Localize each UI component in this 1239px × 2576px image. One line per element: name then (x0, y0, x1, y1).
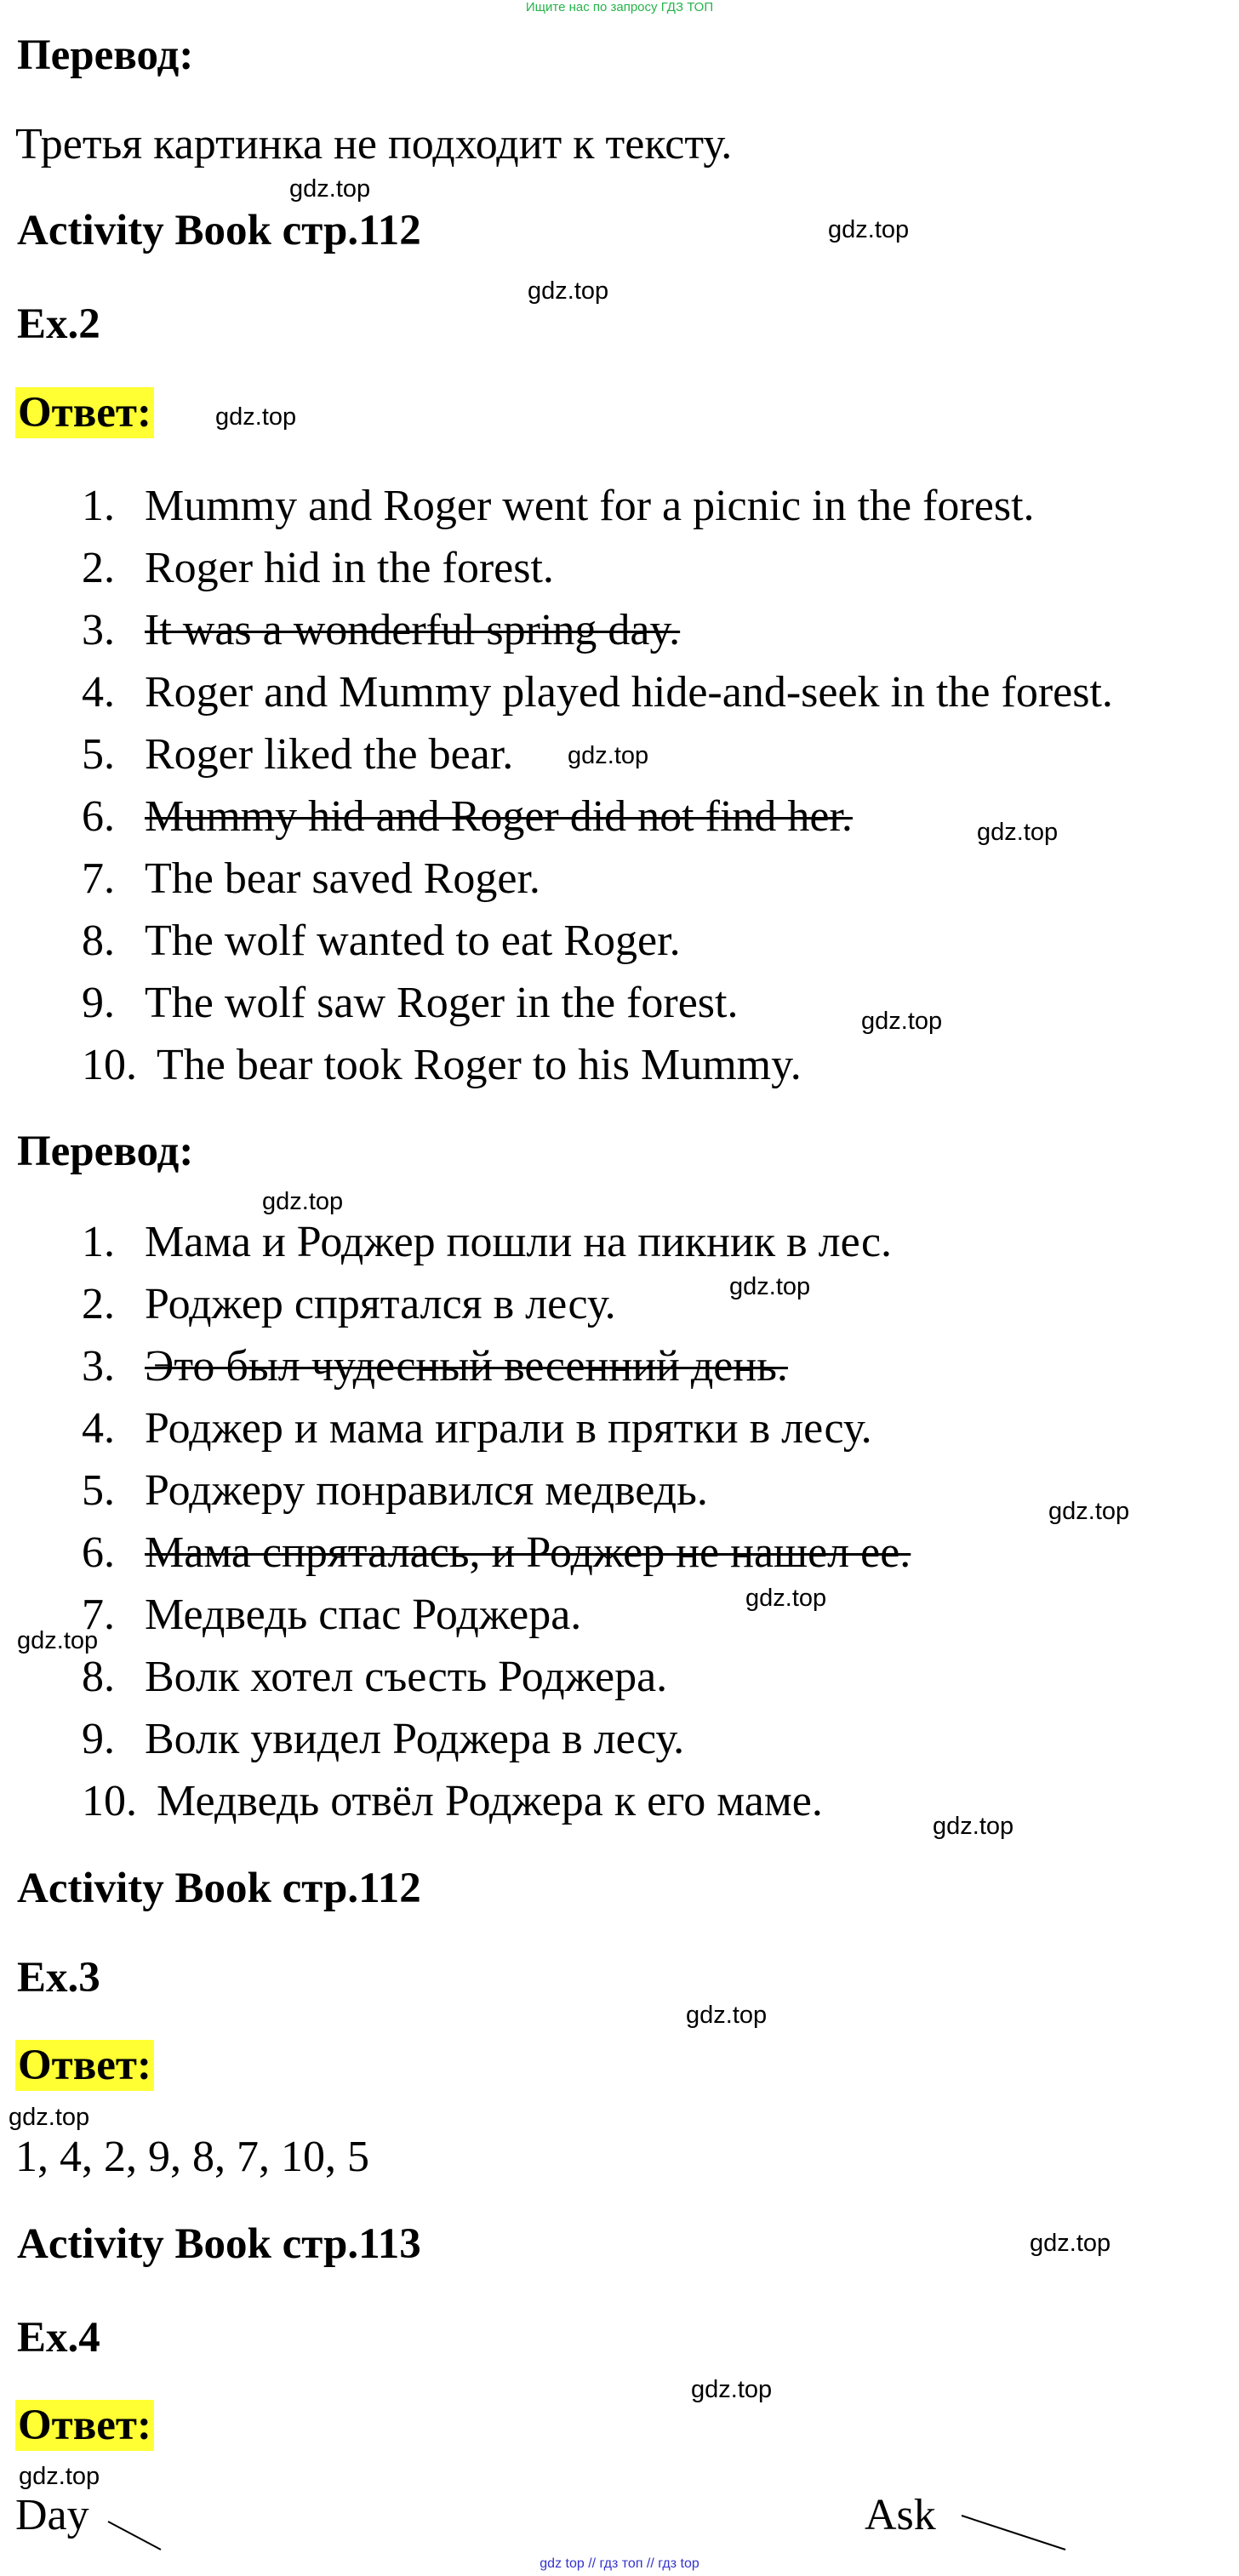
translation-heading-1: Перевод: (17, 31, 194, 79)
list-item (0, 1776, 1239, 1827)
list-number: 10. (82, 1041, 137, 1089)
watermark: gdz.top (977, 819, 1059, 846)
watermark: gdz.top (568, 742, 649, 769)
top-search-note: Ищите нас по запросу ГДЗ ТОП (525, 0, 714, 14)
list-text-struck: Это был чудесный весенний день. (145, 1342, 788, 1391)
list-text: Роджер и мама играли в прятки в лесу. (145, 1404, 872, 1453)
watermark: gdz.top (289, 175, 371, 203)
list-number: 2. (82, 544, 115, 592)
list-text: Медведь отвёл Роджера к его маме. (157, 1777, 823, 1825)
ex4-connector-line-left (106, 2519, 165, 2553)
watermark: gdz.top (828, 216, 910, 243)
watermark: gdz.top (729, 1273, 811, 1300)
list-text: Мама и Роджер пошли на пикник в лес. (145, 1218, 893, 1266)
answer-label-ex4: Ответ: (15, 2400, 154, 2451)
list-number: 4. (82, 668, 115, 717)
list-item (0, 667, 1239, 718)
activity-book-heading-113: Activity Book стр.113 (17, 2220, 421, 2268)
list-text: The wolf saw Roger in the forest. (145, 979, 739, 1027)
list-item (0, 1040, 1239, 1091)
ex4-word-day: Day (15, 2491, 89, 2539)
list-number: 3. (82, 606, 115, 654)
list-number: 6. (82, 1528, 115, 1577)
list-text: The bear saved Roger. (145, 854, 540, 903)
list-item (0, 1652, 1239, 1703)
list-item (0, 543, 1239, 594)
watermark: gdz.top (691, 2376, 773, 2403)
list-number: 1. (82, 482, 115, 530)
answer-label-ex3: Ответ: (15, 2040, 154, 2091)
list-text: Roger liked the bear. (145, 730, 514, 779)
watermark: gdz.top (1048, 1498, 1130, 1525)
list-item (0, 978, 1239, 1029)
list-number: 4. (82, 1404, 115, 1453)
list-number: 10. (82, 1777, 137, 1825)
exercise-4-heading: Ex.4 (17, 2314, 100, 2362)
ex4-word-ask: Ask (865, 2491, 936, 2539)
list-text: The bear took Roger to his Mummy. (157, 1041, 802, 1089)
list-text-struck: Mummy hid and Roger did not find her. (145, 792, 853, 841)
list-text-struck: Мама спряталась, и Роджер не нашел ее. (145, 1528, 911, 1577)
watermark: gdz.top (528, 277, 609, 305)
watermark: gdz.top (933, 1813, 1014, 1840)
list-item (0, 1403, 1239, 1454)
watermark: gdz.top (745, 1585, 827, 1612)
watermark: gdz.top (215, 403, 297, 431)
list-item (0, 605, 1239, 656)
list-number: 5. (82, 730, 115, 779)
list-text: Волк хотел съесть Роджера. (145, 1653, 668, 1701)
ex4-connector-line-right (958, 2512, 1069, 2555)
watermark: gdz.top (17, 1627, 99, 1654)
list-number: 5. (82, 1466, 115, 1515)
list-number: 8. (82, 917, 115, 965)
list-item (0, 481, 1239, 532)
list-number: 8. (82, 1653, 115, 1701)
list-text: The wolf wanted to eat Roger. (145, 917, 681, 965)
list-item (0, 1590, 1239, 1641)
footer-watermark: gdz top // гдз топ // гдз top (540, 2556, 699, 2571)
exercise-3-heading: Ex.3 (17, 1954, 100, 2002)
list-text: Роджер спрятался в лесу. (145, 1280, 616, 1328)
list-number: 7. (82, 1591, 115, 1639)
list-number: 6. (82, 792, 115, 841)
translation-text-1: Третья картинка не подходит к тексту. (15, 120, 733, 168)
list-number: 9. (82, 979, 115, 1027)
list-number: 7. (82, 854, 115, 903)
list-text-struck: It was a wonderful spring day. (145, 606, 681, 654)
list-item (0, 1279, 1239, 1330)
activity-book-heading-112-a: Activity Book стр.112 (17, 207, 421, 254)
list-text: Волк увидел Роджера в лесу. (145, 1715, 685, 1763)
list-text: Roger hid in the forest. (145, 544, 554, 592)
list-text: Mummy and Roger went for a picnic in the forest. (145, 482, 1035, 530)
watermark: gdz.top (686, 2002, 768, 2029)
list-item (0, 1714, 1239, 1765)
list-item (0, 1341, 1239, 1392)
exercise-3-answer: 1, 4, 2, 9, 8, 7, 10, 5 (15, 2133, 369, 2181)
list-text: Роджеру понравился медведь. (145, 1466, 708, 1515)
list-number: 1. (82, 1218, 115, 1266)
list-text: Roger and Mummy played hide-and-seek in the forest. (145, 668, 1113, 717)
list-number: 9. (82, 1715, 115, 1763)
exercise-2-heading: Ex.2 (17, 300, 100, 348)
list-number: 3. (82, 1342, 115, 1391)
list-item (0, 1528, 1239, 1579)
list-item (0, 916, 1239, 967)
list-text: Медведь спас Роджера. (145, 1591, 582, 1639)
answer-label-ex2: Ответ: (15, 387, 154, 438)
translation-heading-2: Перевод: (17, 1128, 194, 1175)
activity-book-heading-112-b: Activity Book стр.112 (17, 1865, 421, 1912)
list-item (0, 1217, 1239, 1268)
watermark: gdz.top (861, 1008, 943, 1035)
list-number: 2. (82, 1280, 115, 1328)
watermark: gdz.top (19, 2463, 100, 2490)
watermark: gdz.top (9, 2104, 90, 2131)
watermark: gdz.top (1030, 2230, 1111, 2257)
watermark: gdz.top (262, 1188, 344, 1215)
list-item (0, 854, 1239, 905)
